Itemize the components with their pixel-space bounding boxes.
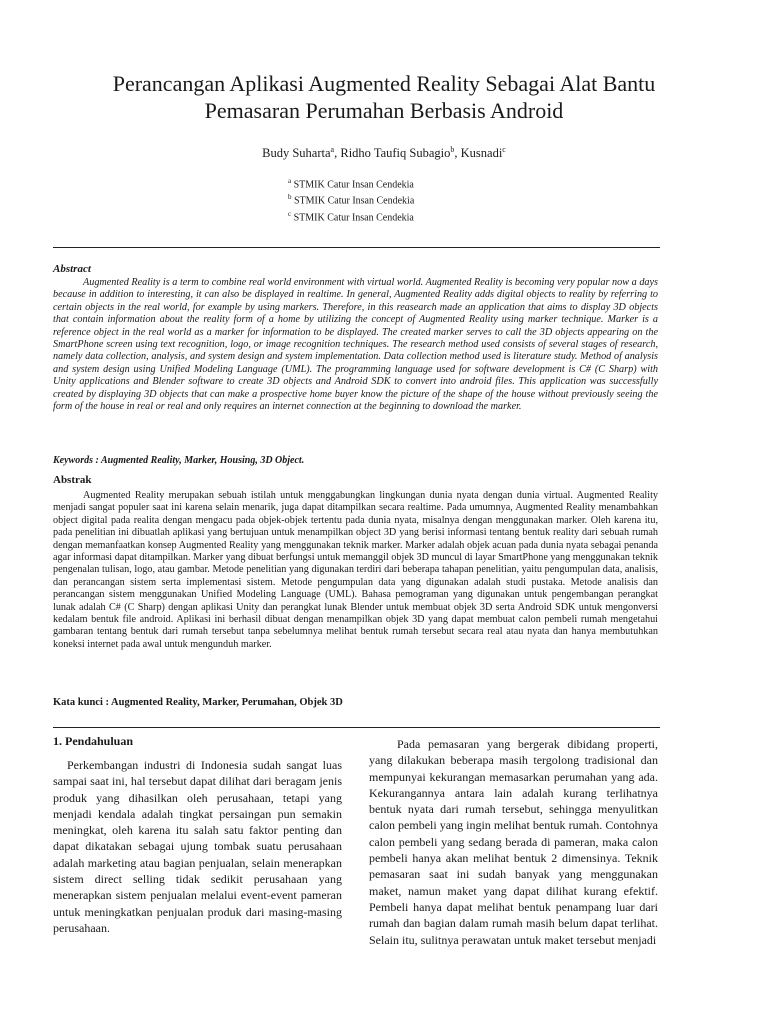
author-sup: c (502, 145, 506, 154)
divider-bottom (53, 727, 660, 728)
affiliation (288, 175, 414, 191)
author-name: Budy Suharta (262, 146, 331, 161)
affiliation-sup: a (288, 177, 292, 185)
section-title: 1. Pendahuluan (53, 734, 134, 748)
body-column-right: Pada pemasaran yang bergerak dibidang properti, yang dilakukan beberapa masih tergolong tradisional dan mempunyai kekurangan memasarkan perumahan yang ada. Kekurangannya antara lain adalah kurang terlihatnya bentuk nyata dari rumah tersebut, sehingga menyulitkan calon pembeli yang ingin melihat bentuk rumah. Contohnya calon pembeli yang sedang berada di pameran, maka calon pembeli hanya akan melihat bentuk 2 dimensinya. Teknik pemasaran saat ini sudah banyak yang menggunakan maket, namun maket yang dapat dilihat kurang efektif. Pembeli hanya dapat melihat bentuk penampang luar dari rumah dan bagian dalam rumah masih belum dapat terlihat. Selain itu, sulitnya perawatan untuk maket tersebut menjadi (369, 737, 658, 947)
affiliation (288, 191, 414, 207)
abstract-id-heading: Abstrak (53, 474, 92, 486)
affiliation-text: STMIK Catur Insan Cendekia (293, 211, 414, 223)
keywords-id: Kata kunci : Augmented Reality, Marker, Perumahan, Objek 3D (53, 697, 343, 708)
abstract-id-text: Augmented Reality merupakan sebuah istilah untuk menggabungkan lingkungan dunia nyata dengan dunia virtual. Augmented Reality menjadi sangat populer saat ini karena selain menarik, juga dapat ditampilkan secara realtime. Pada umumnya, Augmented Reality menambahkan object digital pada realita dengan mengacu pada objek-objek tertentu pada dunia nyata, misalnya dengan menggunakan marker. Oleh karena itu, pada penelitian ini dibuatlah aplikasi yang bertujuan untuk menampilkan object 3D yang berisi informasi tentang bentuk reality dari sebuah rumah dengan memanfaatkan konsep Augmented Reality yang menggunakan teknik marker. Marker adalah objek acuan pada dunia nyata sebagai penanda agar informasi dapat ditampilkan. Marker yang dibuat berfungsi untuk memanggil objek 3D muncul di layar SmartPhone yang menggunakan teknik pengenalan tulisan, logo, atau gambar. Metode penelitian yang digunakan terdiri dari beberapa tahapan penelitian, yaitu pengumpulan data, analisis, dan perancangan sistem serta implementasi sistem. Metode pengumpulan data yang digunakan adalah studi pustaka. Metode analisis dan perancangan sistem menggunakan Unified Modeling Language (UML). Bahasa pemograman yang digunakan untuk pengembangan perangkat lunak adalah C# (C Sharp) dengan aplikasi Unity dan perangkat lunak Blender untuk membuat objek 3D serta Android SDK untuk mengonversi kedalam bentuk file android. Aplikasi ini berhasil dibuat dengan menampilkan objek 3D yang dapat membuat calon pembeli rumah mengetahui gambaran tentang bentuk dari rumah tersebut tanpa sebelumnya melihat bentuk rumah tersebut secara real atau nyata dan hanya membutuhkan koneksi internet pada awal untuk mengunduh marker. (53, 490, 658, 650)
title-line-1: Perancangan Aplikasi Augmented Reality Sebagai Alat Bantu (112, 71, 656, 96)
affiliation-text: STMIK Catur Insan Cendekia (294, 195, 415, 207)
author-name: Kusnadi (460, 146, 503, 161)
affiliation-sup: b (288, 193, 292, 202)
author-name: Ridho Taufiq Subagio (340, 146, 451, 161)
title-line-2: Pemasaran Perumahan Berbasis Android (204, 98, 564, 123)
abstract-en-text: Augmented Reality is a term to combine real world environment with virtual world. Augmented Reality is becoming very popular now a days because in addition to interesting, it can also be displayed in realtime. In general, Augmented Reality adds digital objects to reality by referring to certain objects in the real world, for example by using markers. Therefore, in this reasearch made an application that aims to display 3D objects that contain information about the reality form of a home by utilizing the concept of Augmented Reality using marker technique. Marker is a reference object in the real world as a marker for information to be displayed. The created marker serves to call the 3D objects appearing on the SmartPhone screen using text recognition, logo, or image recognition techniques. The research method used consists of several stages of research, namely data collection, analysis, and system design and system implementation. Data collection method used is literature study. Method of analysis and system design using Unified Modeling Language (UML). The programming language used for software development is C# (C Sharp) with Unity applications and Blender software to create 3D objects and Android SDK to convert into android files. This application was successfully created by displaying 3D objects that can make a prospective home buyer know the picture of the shape of the house without previously seeing the form of the house in real or real and only requires an internet connection at the beginning to download the marker. (53, 277, 658, 413)
abstract-en-heading: Abstract (53, 263, 91, 275)
affiliation (288, 208, 414, 224)
author-list: Budy Suharta$^a$, Ridho Taufiq Subagio$^b$, Kusnadi$^c$ (262, 145, 506, 161)
author-sup: b (450, 145, 455, 154)
affiliation-list (288, 175, 414, 224)
paper-title (40, 70, 728, 124)
author-sup: a (330, 145, 335, 154)
keywords-en: Keywords : Augmented Reality, Marker, Housing, 3D Object. (53, 455, 305, 466)
affiliation-text: STMIK Catur Insan Cendekia (293, 179, 414, 191)
divider-top (53, 247, 660, 248)
body-column-left: Perkembangan industri di Indonesia sudah sangat luas sampai saat ini, hal tersebut dapat dilihat dari beragam jenis produk yang dihasilkan oleh perusahaan, tetapi yang menjadi kendala adalah tingkat persaingan pun semakin meningkat, oleh karena itu salah satu faktor penting dan dapat dikatakan sebagai ujung tombak suatu perusahaan adalah marketing atau bagian penjualan, selain menerapkan sistem direct selling tidak sedikit perusahaan yang menerapkan sistem penjualan melalui event-event pameran untuk meningkatkan penjualan produk dari masing-masing perusahaan. (53, 758, 342, 935)
affiliation-sup: c (288, 209, 292, 218)
